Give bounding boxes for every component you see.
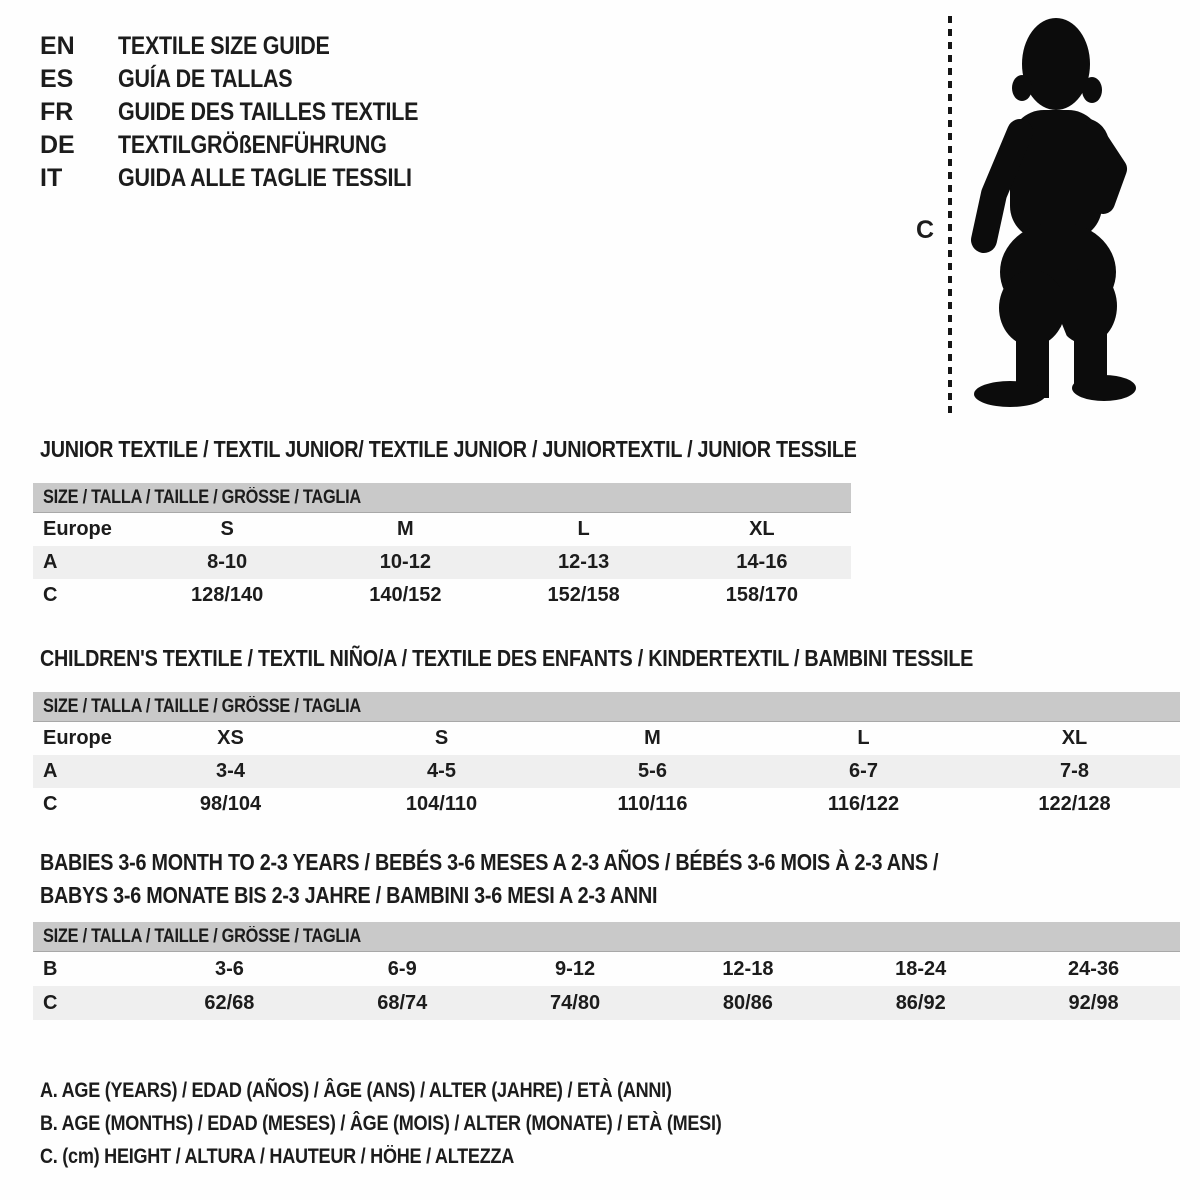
size-cell: 122/128 — [1038, 793, 1111, 815]
size-cell: 116/122 — [827, 793, 900, 815]
size-cell: 3-6 — [214, 958, 244, 980]
size-cell: 9-12 — [555, 958, 596, 980]
language-code: FR — [40, 98, 74, 126]
size-cell: 3-4 — [216, 760, 245, 782]
guide-title: GUÍA DE TALLAS — [118, 65, 293, 93]
size-cell: 18-24 — [895, 958, 947, 980]
size-cell: 140/152 — [369, 584, 442, 606]
row-label: Europe — [43, 727, 112, 749]
section-heading-text-line2: BABYS 3-6 MONATE BIS 2-3 JAHRE / BAMBINI 3-6 MESI A 2-3 ANNI — [40, 882, 658, 908]
size-cell: 128/140 — [190, 584, 264, 606]
legend-text-b: B. AGE (MONTHS) / EDAD (MESES) / ÂGE (MOIS) / ALTER (MONATE) / ETÀ (MESI) — [40, 1112, 722, 1135]
size-cell: M — [644, 727, 661, 749]
guide-title: GUIDA ALLE TAGLIE TESSILI — [118, 164, 412, 192]
size-cell: 110/116 — [617, 793, 688, 815]
section-heading-junior — [40, 436, 990, 463]
language-row — [40, 63, 467, 96]
language-code: IT — [40, 164, 63, 192]
size-cell: S — [434, 727, 449, 749]
height-label: C — [916, 216, 935, 244]
size-cell: 12-13 — [558, 551, 610, 573]
size-header-label: SIZE / TALLA / TAILLE / GRÖSSE / TAGLIA — [43, 926, 361, 947]
row-label: A — [43, 551, 58, 573]
size-header-band — [33, 483, 851, 513]
guide-title: TEXTILE SIZE GUIDE — [118, 32, 330, 60]
row-label: Europe — [43, 518, 112, 540]
size-cell: 92/98 — [1068, 992, 1119, 1014]
section-heading-children — [40, 645, 1125, 672]
size-header-label: SIZE / TALLA / TAILLE / GRÖSSE / TAGLIA — [43, 696, 361, 717]
legend-line-c — [40, 1140, 832, 1173]
toddler-silhouette-icon — [962, 14, 1142, 418]
size-cell: 14-16 — [736, 551, 788, 573]
section-heading-text: CHILDREN'S TEXTILE / TEXTIL NIÑO/A / TEXTILE DES ENFANTS / KINDERTEXTIL / BAMBINI TESSILE — [40, 645, 974, 671]
children-size-table — [33, 692, 1180, 821]
size-cell: 74/80 — [550, 992, 601, 1014]
size-cell: 10-12 — [379, 551, 431, 573]
size-cell: XL — [749, 518, 775, 540]
size-cell: 7-8 — [1060, 760, 1089, 782]
size-cell: 98/104 — [199, 793, 262, 815]
language-row — [40, 30, 467, 63]
table-row — [33, 546, 851, 579]
table-row — [33, 722, 1180, 755]
section-heading-text: JUNIOR TEXTILE / TEXTIL JUNIOR/ TEXTILE JUNIOR / JUNIORTEXTIL / JUNIOR TESSILE — [40, 436, 857, 462]
row-label: A — [43, 760, 58, 782]
size-cell: 12-18 — [722, 958, 774, 980]
size-cell: 158/170 — [725, 584, 799, 606]
size-header-label: SIZE / TALLA / TAILLE / GRÖSSE / TAGLIA — [43, 487, 361, 508]
size-cell: L — [577, 518, 590, 540]
babies-size-table — [33, 922, 1180, 1020]
table-row — [33, 952, 1180, 986]
size-header-band — [33, 692, 1180, 722]
size-cell: 80/86 — [722, 992, 773, 1014]
section-heading-text: BABIES 3-6 MONTH TO 2-3 YEARS / BEBÉS 3-6 MESES A 2-3 AÑOS / BÉBÉS 3-6 MOIS À 2-3 ANS / — [40, 849, 939, 875]
size-cell: 6-7 — [849, 760, 878, 782]
language-code: DE — [40, 131, 75, 159]
legend-line-a — [40, 1074, 832, 1107]
size-cell: 152/158 — [547, 584, 620, 606]
legend-text-c: C. (cm) HEIGHT / ALTURA / HAUTEUR / HÖHE / ALTEZZA — [40, 1145, 515, 1168]
height-measure-line — [948, 16, 952, 418]
row-label: C — [43, 992, 58, 1014]
measurement-legend — [40, 1074, 832, 1173]
size-cell: L — [857, 727, 870, 749]
language-title-list — [40, 30, 467, 195]
row-label: C — [43, 793, 58, 815]
legend-line-b — [40, 1107, 832, 1140]
legend-text-a: A. AGE (YEARS) / EDAD (AÑOS) / ÂGE (ANS) / ALTER (JAHRE) / ETÀ (ANNI) — [40, 1079, 672, 1102]
size-cell: XS — [217, 727, 244, 749]
size-cell: S — [220, 518, 234, 540]
language-row — [40, 96, 467, 129]
table-row — [33, 513, 851, 546]
table-row — [33, 986, 1180, 1020]
size-cell: 24-36 — [1067, 958, 1120, 980]
size-cell: 104/110 — [405, 793, 478, 815]
size-cell: 8-10 — [207, 551, 248, 573]
table-row — [33, 755, 1180, 788]
size-cell: 5-6 — [638, 760, 667, 782]
size-header-band — [33, 922, 1180, 952]
section-heading-babies — [40, 846, 1085, 912]
size-cell: XL — [1061, 727, 1088, 749]
language-code: ES — [40, 65, 74, 93]
language-code: EN — [40, 32, 75, 60]
table-row — [33, 788, 1180, 821]
size-cell: 4-5 — [427, 760, 456, 782]
size-cell: 62/68 — [204, 992, 255, 1014]
table-row — [33, 579, 851, 612]
size-cell: M — [397, 518, 414, 540]
size-cell: 86/92 — [895, 992, 946, 1014]
row-label: C — [43, 584, 58, 606]
language-row — [40, 129, 467, 162]
junior-size-table — [33, 483, 851, 612]
guide-title: TEXTILGRÖßENFÜHRUNG — [118, 131, 387, 159]
size-cell: 6-9 — [387, 958, 417, 980]
language-row — [40, 162, 467, 195]
size-cell: 68/74 — [377, 992, 428, 1014]
guide-title: GUIDE DES TAILLES TEXTILE — [118, 98, 419, 126]
row-label: B — [43, 958, 58, 980]
